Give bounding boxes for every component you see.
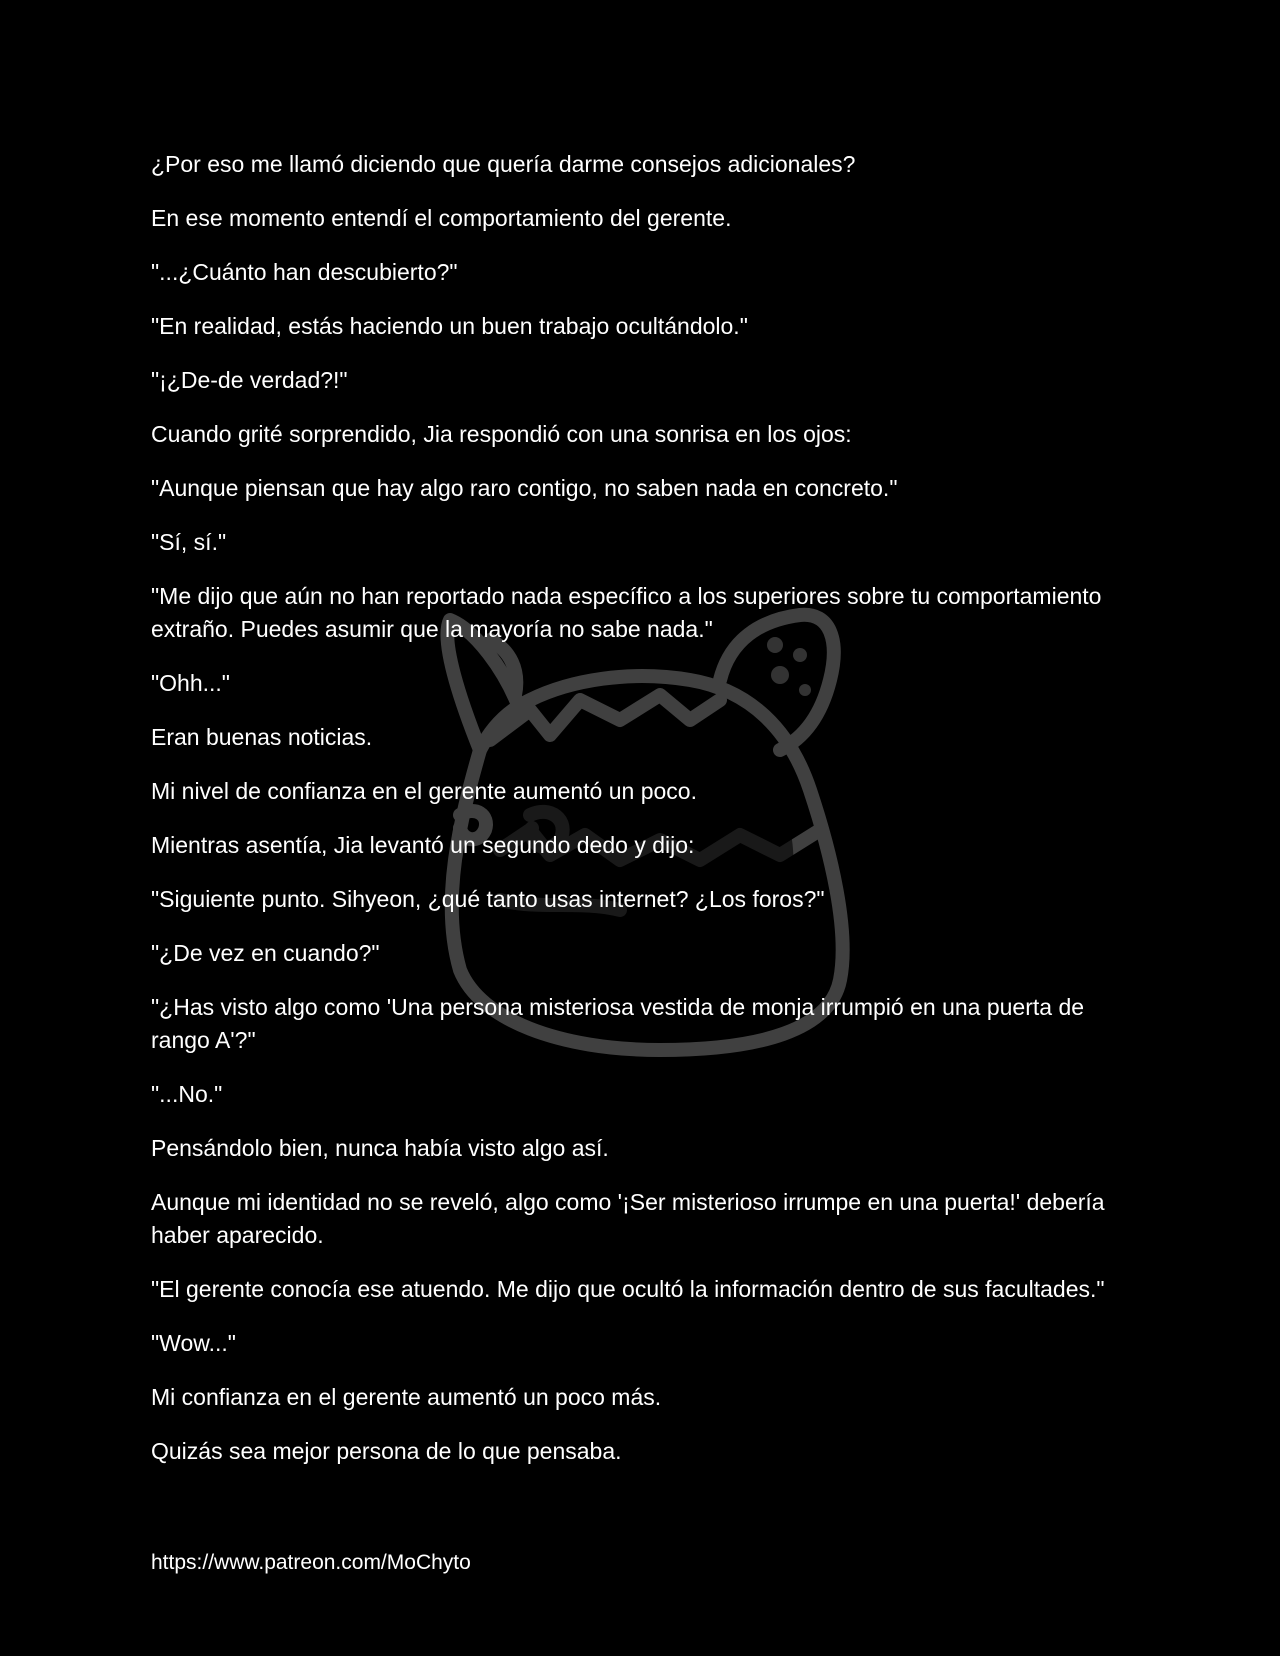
paragraph: En ese momento entendí el comportamiento del gerente. (151, 205, 732, 231)
paragraph: "Wow..." (151, 1330, 236, 1356)
paragraph: Aunque mi identidad no se reveló, algo como '¡Ser misterioso irrumpe en una puerta!' debería haber aparecido. (151, 1189, 1111, 1248)
paragraph: "Ohh..." (151, 670, 230, 696)
paragraph: Cuando grité sorprendido, Jia respondió con una sonrisa en los ojos: (151, 421, 852, 447)
paragraph: "...¿Cuánto han descubierto?" (151, 259, 458, 285)
paragraph: Quizás sea mejor persona de lo que pensaba. (151, 1438, 622, 1464)
chapter-text (151, 148, 1111, 1489)
paragraph: "¿Has visto algo como 'Una persona misteriosa vestida de monja irrumpió en una puerta de rango A'?" (151, 994, 1091, 1053)
paragraph: "Siguiente punto. Sihyeon, ¿qué tanto usas internet? ¿Los foros?" (151, 886, 825, 912)
paragraph: "En realidad, estás haciendo un buen trabajo ocultándolo." (151, 313, 748, 339)
paragraph: Mi nivel de confianza en el gerente aumentó un poco. (151, 778, 697, 804)
paragraph: "Me dijo que aún no han reportado nada específico a los superiores sobre tu comportamiento extraño. Puedes asumir que la mayoría no sabe nada." (151, 583, 1108, 642)
paragraph: "Aunque piensan que hay algo raro contigo, no saben nada en concreto." (151, 475, 898, 501)
paragraph: "...No." (151, 1081, 223, 1107)
paragraph: "El gerente conocía ese atuendo. Me dijo que ocultó la información dentro de sus facultades." (151, 1276, 1105, 1302)
paragraph: "¡¿De-de verdad?!" (151, 367, 348, 393)
paragraph: Mientras asentía, Jia levantó un segundo dedo y dijo: (151, 832, 695, 858)
patreon-link[interactable]: https://www.patreon.com/MoChyto (151, 1551, 471, 1574)
paragraph: Pensándolo bien, nunca había visto algo así. (151, 1135, 609, 1161)
paragraph: Mi confianza en el gerente aumentó un poco más. (151, 1384, 662, 1410)
paragraph: "Sí, sí." (151, 529, 227, 555)
paragraph: Eran buenas noticias. (151, 724, 373, 750)
paragraph: "¿De vez en cuando?" (151, 940, 380, 966)
paragraph: ¿Por eso me llamó diciendo que quería darme consejos adicionales? (151, 151, 856, 177)
